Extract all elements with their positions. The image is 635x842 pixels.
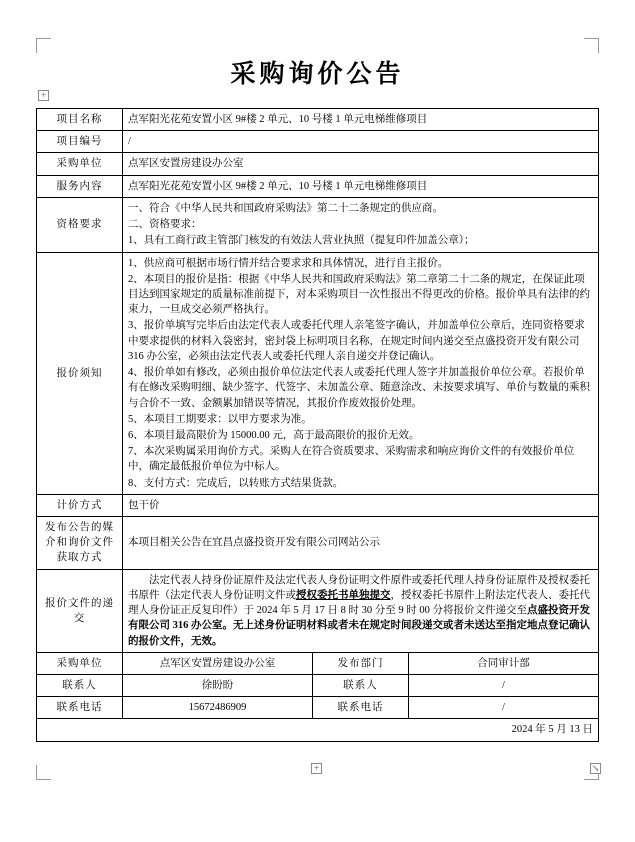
crop-mark-top-left <box>36 38 51 53</box>
notice-value <box>122 252 598 494</box>
service-label: 服务内容 <box>36 175 122 197</box>
qualification-line: 一、符合《中华人民共和国政府采购法》第二十二条规定的供应商。 <box>127 202 443 214</box>
table-row <box>36 494 598 516</box>
table-row <box>36 109 598 131</box>
page-title: 采购询价公告 <box>230 61 405 88</box>
notice-item: 2、本项目的报价是指：根据《中华人民共和国政府采购法》第二章第二十二条的规定，在保证此项目达到国家规定的质量标准前提下，对本采购项目一次性报出不得更改的价格。报价单具有法律的约束力，一旦成交必须严格执行。 <box>127 273 590 316</box>
publish-dept-label: 发布部门 <box>312 652 408 674</box>
project-code-value: / <box>122 131 598 153</box>
notice-item: 8、支付方式：完成后，以转账方式结果货款。 <box>127 477 344 489</box>
submit-part-2-bold: 授权委托书单独提交 <box>295 589 391 601</box>
submit-value <box>122 569 598 652</box>
table-row <box>36 131 598 153</box>
notice-item: 6、本项目最高限价为 15000.00 元，高于最高限价的报价无效。 <box>127 429 420 441</box>
bottom-purchase-unit-label: 采购单位 <box>36 652 122 674</box>
submit-part-4-bold: 点盛投资开发有限公司 316 办公室。无上述身份证明材料或者未在规定时间段递交或者未送达至指定地点登记确认的报价文件，无效。 <box>127 605 590 647</box>
service-value: 点军阳光花苑安置小区 9#楼 2 单元、10 号楼 1 单元电梯维修项目 <box>122 175 598 197</box>
notice-item: 4、报价单如有修改，必须由报价单位法定代表人或委托代理人签字并加盖报价单位公章。若报价单有在修改采购明细、缺少签字、代签字、未加盖公章、随意涂改、未按要求填写、单价与数量的乘积与合价不一致、金额累加错误等情况，其报价作废效报价处理。 <box>127 367 590 409</box>
phone-value-2: / <box>408 697 598 719</box>
submit-label: 报价文件的递交 <box>36 569 122 652</box>
contact-label-2: 联系人 <box>312 675 408 697</box>
table-row <box>36 517 598 570</box>
purchase-unit-label: 采购单位 <box>36 153 122 175</box>
qualification-line: 1、具有工商行政主管部门核发的有效法人营业执照（提复印件加盖公章）； <box>127 235 475 247</box>
publish-dept-value: 合同审计部 <box>408 652 598 674</box>
project-name-value: 点军阳光花苑安置小区 9#楼 2 单元、10 号楼 1 单元电梯维修项目 <box>122 109 598 131</box>
contact-value: 徐盼盼 <box>122 675 312 697</box>
purchase-unit-value: 点军区安置房建设办公室 <box>122 153 598 175</box>
bottom-purchase-unit-value: 点军区安置房建设办公室 <box>122 652 312 674</box>
contact-label: 联系人 <box>36 675 122 697</box>
project-name-label: 项目名称 <box>36 109 122 131</box>
contact-value-2: / <box>408 675 598 697</box>
table-row-footer <box>36 719 598 741</box>
table-row <box>36 197 598 252</box>
resize-handle-corner[interactable]: ↘ <box>591 763 600 773</box>
resize-handle-left[interactable]: + <box>38 90 49 101</box>
crop-mark-top-right <box>584 38 599 53</box>
table-row <box>36 675 598 697</box>
qualification-value <box>122 197 598 252</box>
qualification-label: 资格要求 <box>36 197 122 252</box>
notice-item: 3、报价单填写完毕后由法定代表人或委托代理人亲笔签字确认，并加盖单位公章后，连同资格要求中要求提供的材料入袋密封，密封袋上标明项目名称，在规定时间内递交至点盛投资开发有限公司 316 办公室，必须由法定代表人或委托代理人亲自递交并登记确认。 <box>127 320 585 362</box>
publish-label: 发布公告的媒介和询价文件获取方式 <box>36 517 122 570</box>
notice-item: 5、本项目工期要求：以甲方要求为准。 <box>127 413 312 425</box>
project-code-label: 项目编号 <box>36 131 122 153</box>
table-row <box>36 652 598 674</box>
submit-paragraph <box>128 573 593 649</box>
publish-value: 本项目相关公告在宜昌点盛投资开发有限公司网站公示 <box>122 517 598 570</box>
phone-value: 15672486909 <box>122 697 312 719</box>
table-row <box>36 697 598 719</box>
phone-label-2: 联系电话 <box>312 697 408 719</box>
notice-item: 7、本次采购属采用询价方式。采购人在符合资质要求、采购需求和响应询价文件的有效报价单位中，确定最低报价单位为中标人。 <box>127 446 575 473</box>
resize-handle-bottom[interactable]: + <box>311 763 322 774</box>
crop-mark-bottom-left <box>36 765 51 780</box>
price-method-value: 包干价 <box>122 494 598 516</box>
price-method-label: 计价方式 <box>36 494 122 516</box>
footer-date: 2024 年 5 月 13 日 <box>36 719 598 741</box>
phone-label: 联系电话 <box>36 697 122 719</box>
submit-part-1: 法定代表人持身份证原件及法定代表人身份证明文件原件或委托代理人持身份证原件及授权委托书原件（法定代表人身份证明文件或 <box>127 574 590 601</box>
qualification-line: 二、资格要求： <box>127 219 202 231</box>
notice-item: 1、供应商可根据市场行情并结合要求求和具体情况，进行自主报价。 <box>127 257 449 269</box>
table-row <box>36 569 598 652</box>
table-row <box>36 252 598 494</box>
table-row <box>36 175 598 197</box>
submit-part-3: ，授权委托书原件上附法定代表人、委托代理人身份证正反复印件）于 2024 年 5 月 17 日 8 时 30 分至 9 时 00 分将报价文件递交至 <box>127 589 590 617</box>
announcement-table <box>36 108 599 742</box>
notice-label: 报价须知 <box>36 252 122 494</box>
table-row <box>36 153 598 175</box>
